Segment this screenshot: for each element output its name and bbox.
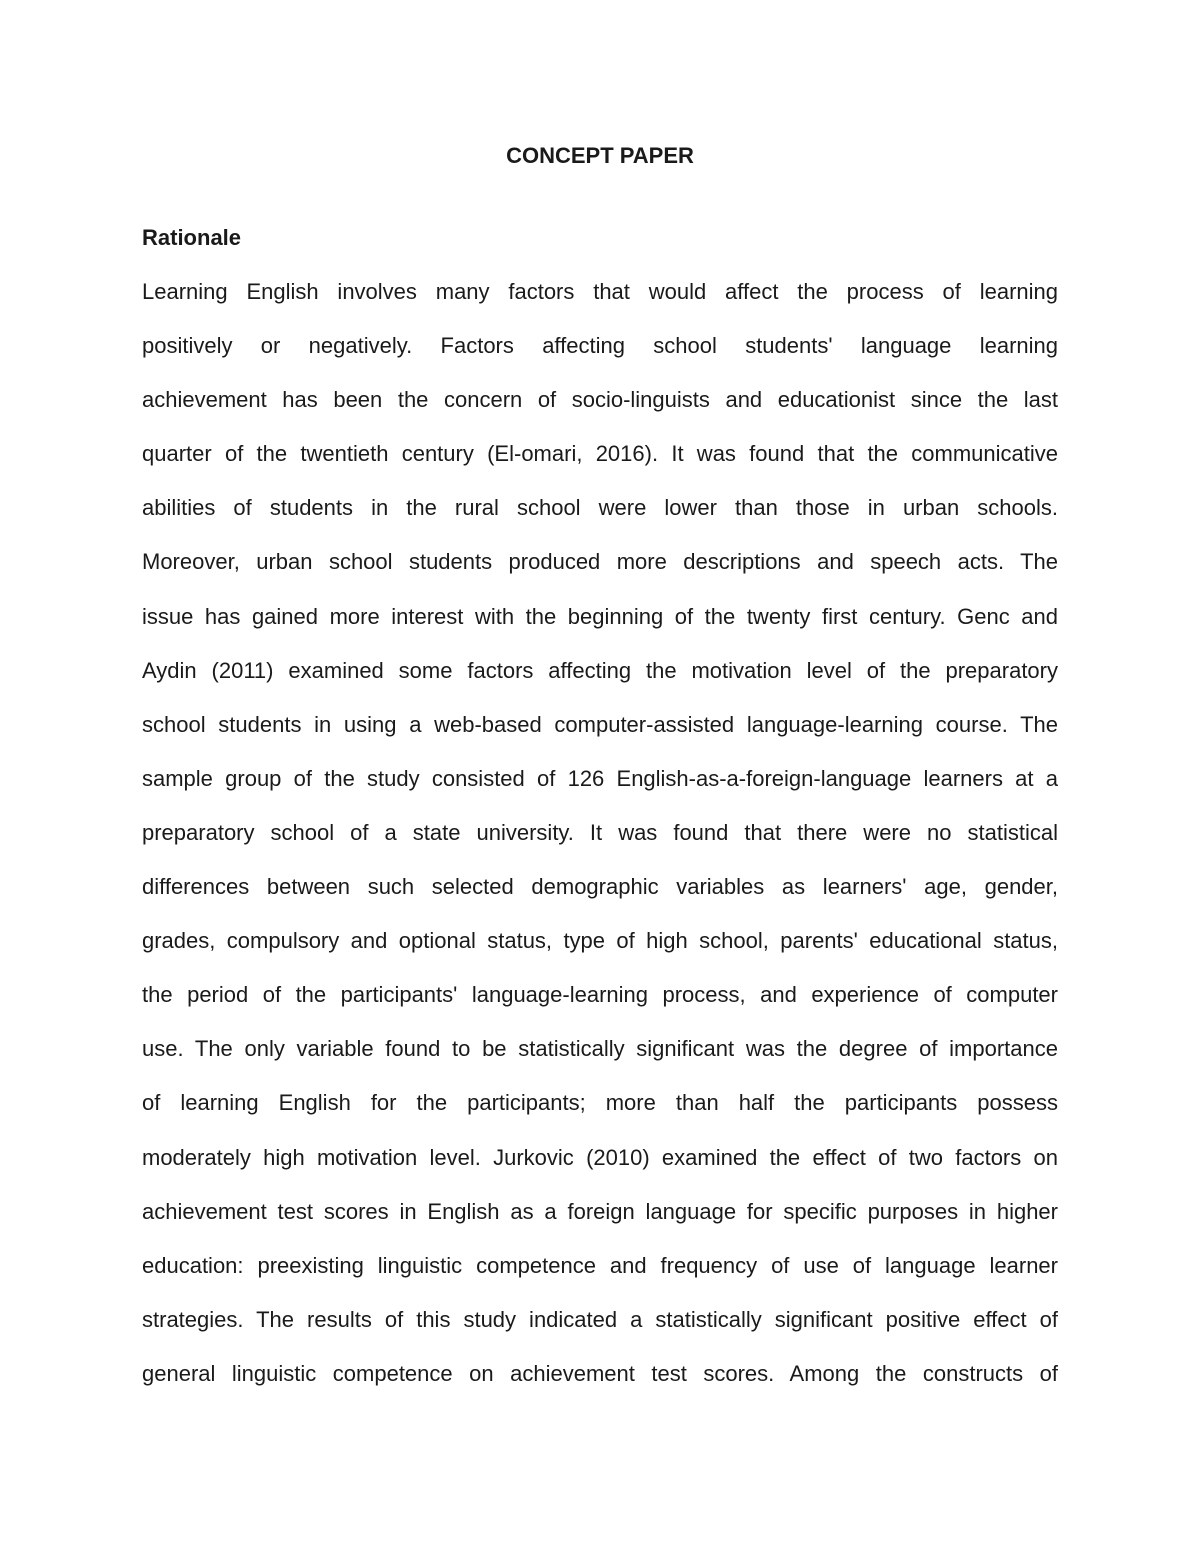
text-line: issue has gained more interest with the beginning of the twenty first century. Genc and bbox=[142, 603, 1058, 629]
document-title: CONCEPT PAPER bbox=[506, 143, 694, 168]
text-line: of learning English for the participants; more than half the participants possess bbox=[142, 1090, 1058, 1116]
text-line: general linguistic competence on achievement test scores. Among the constructs of bbox=[142, 1360, 1058, 1386]
text-line: education: preexisting linguistic competence and frequency of use of language learner bbox=[142, 1252, 1058, 1278]
text-line: positively or negatively. Factors affecting school students' language learning bbox=[142, 333, 1058, 359]
text-line: moderately high motivation level. Jurkovic (2010) examined the effect of two factors on bbox=[142, 1144, 1058, 1170]
text-line: Aydin (2011) examined some factors affecting the motivation level of the preparatory bbox=[142, 657, 1058, 683]
text-line: quarter of the twentieth century (El-omari, 2016). It was found that the communicative bbox=[142, 441, 1058, 467]
text-line: school students in using a web-based computer-assisted language-learning course. The bbox=[142, 711, 1058, 737]
text-line: use. The only variable found to be statistically significant was the degree of importance bbox=[142, 1036, 1058, 1062]
text-line: abilities of students in the rural school were lower than those in urban schools. bbox=[142, 495, 1058, 521]
text-line: preparatory school of a state university. It was found that there were no statistical bbox=[142, 819, 1058, 845]
text-line: grades, compulsory and optional status, type of high school, parents' educational status, bbox=[142, 928, 1058, 954]
text-line: sample group of the study consisted of 126 English-as-a-foreign-language learners at a bbox=[142, 765, 1058, 791]
text-line: achievement has been the concern of socio-linguists and educationist since the last bbox=[142, 387, 1058, 413]
text-line: achievement test scores in English as a foreign language for specific purposes in higher bbox=[142, 1198, 1058, 1224]
text-line: Moreover, urban school students produced more descriptions and speech acts. The bbox=[142, 549, 1058, 575]
body-text bbox=[142, 276, 1058, 1412]
text-line: the period of the participants' language-learning process, and experience of computer bbox=[142, 982, 1058, 1008]
section-heading-rationale: Rationale bbox=[142, 225, 242, 250]
text-line: differences between such selected demographic variables as learners' age, gender, bbox=[142, 874, 1058, 900]
text-line: strategies. The results of this study indicated a statistically significant positive effect of bbox=[142, 1306, 1058, 1332]
text-line: Learning English involves many factors that would affect the process of learning bbox=[142, 279, 1058, 304]
